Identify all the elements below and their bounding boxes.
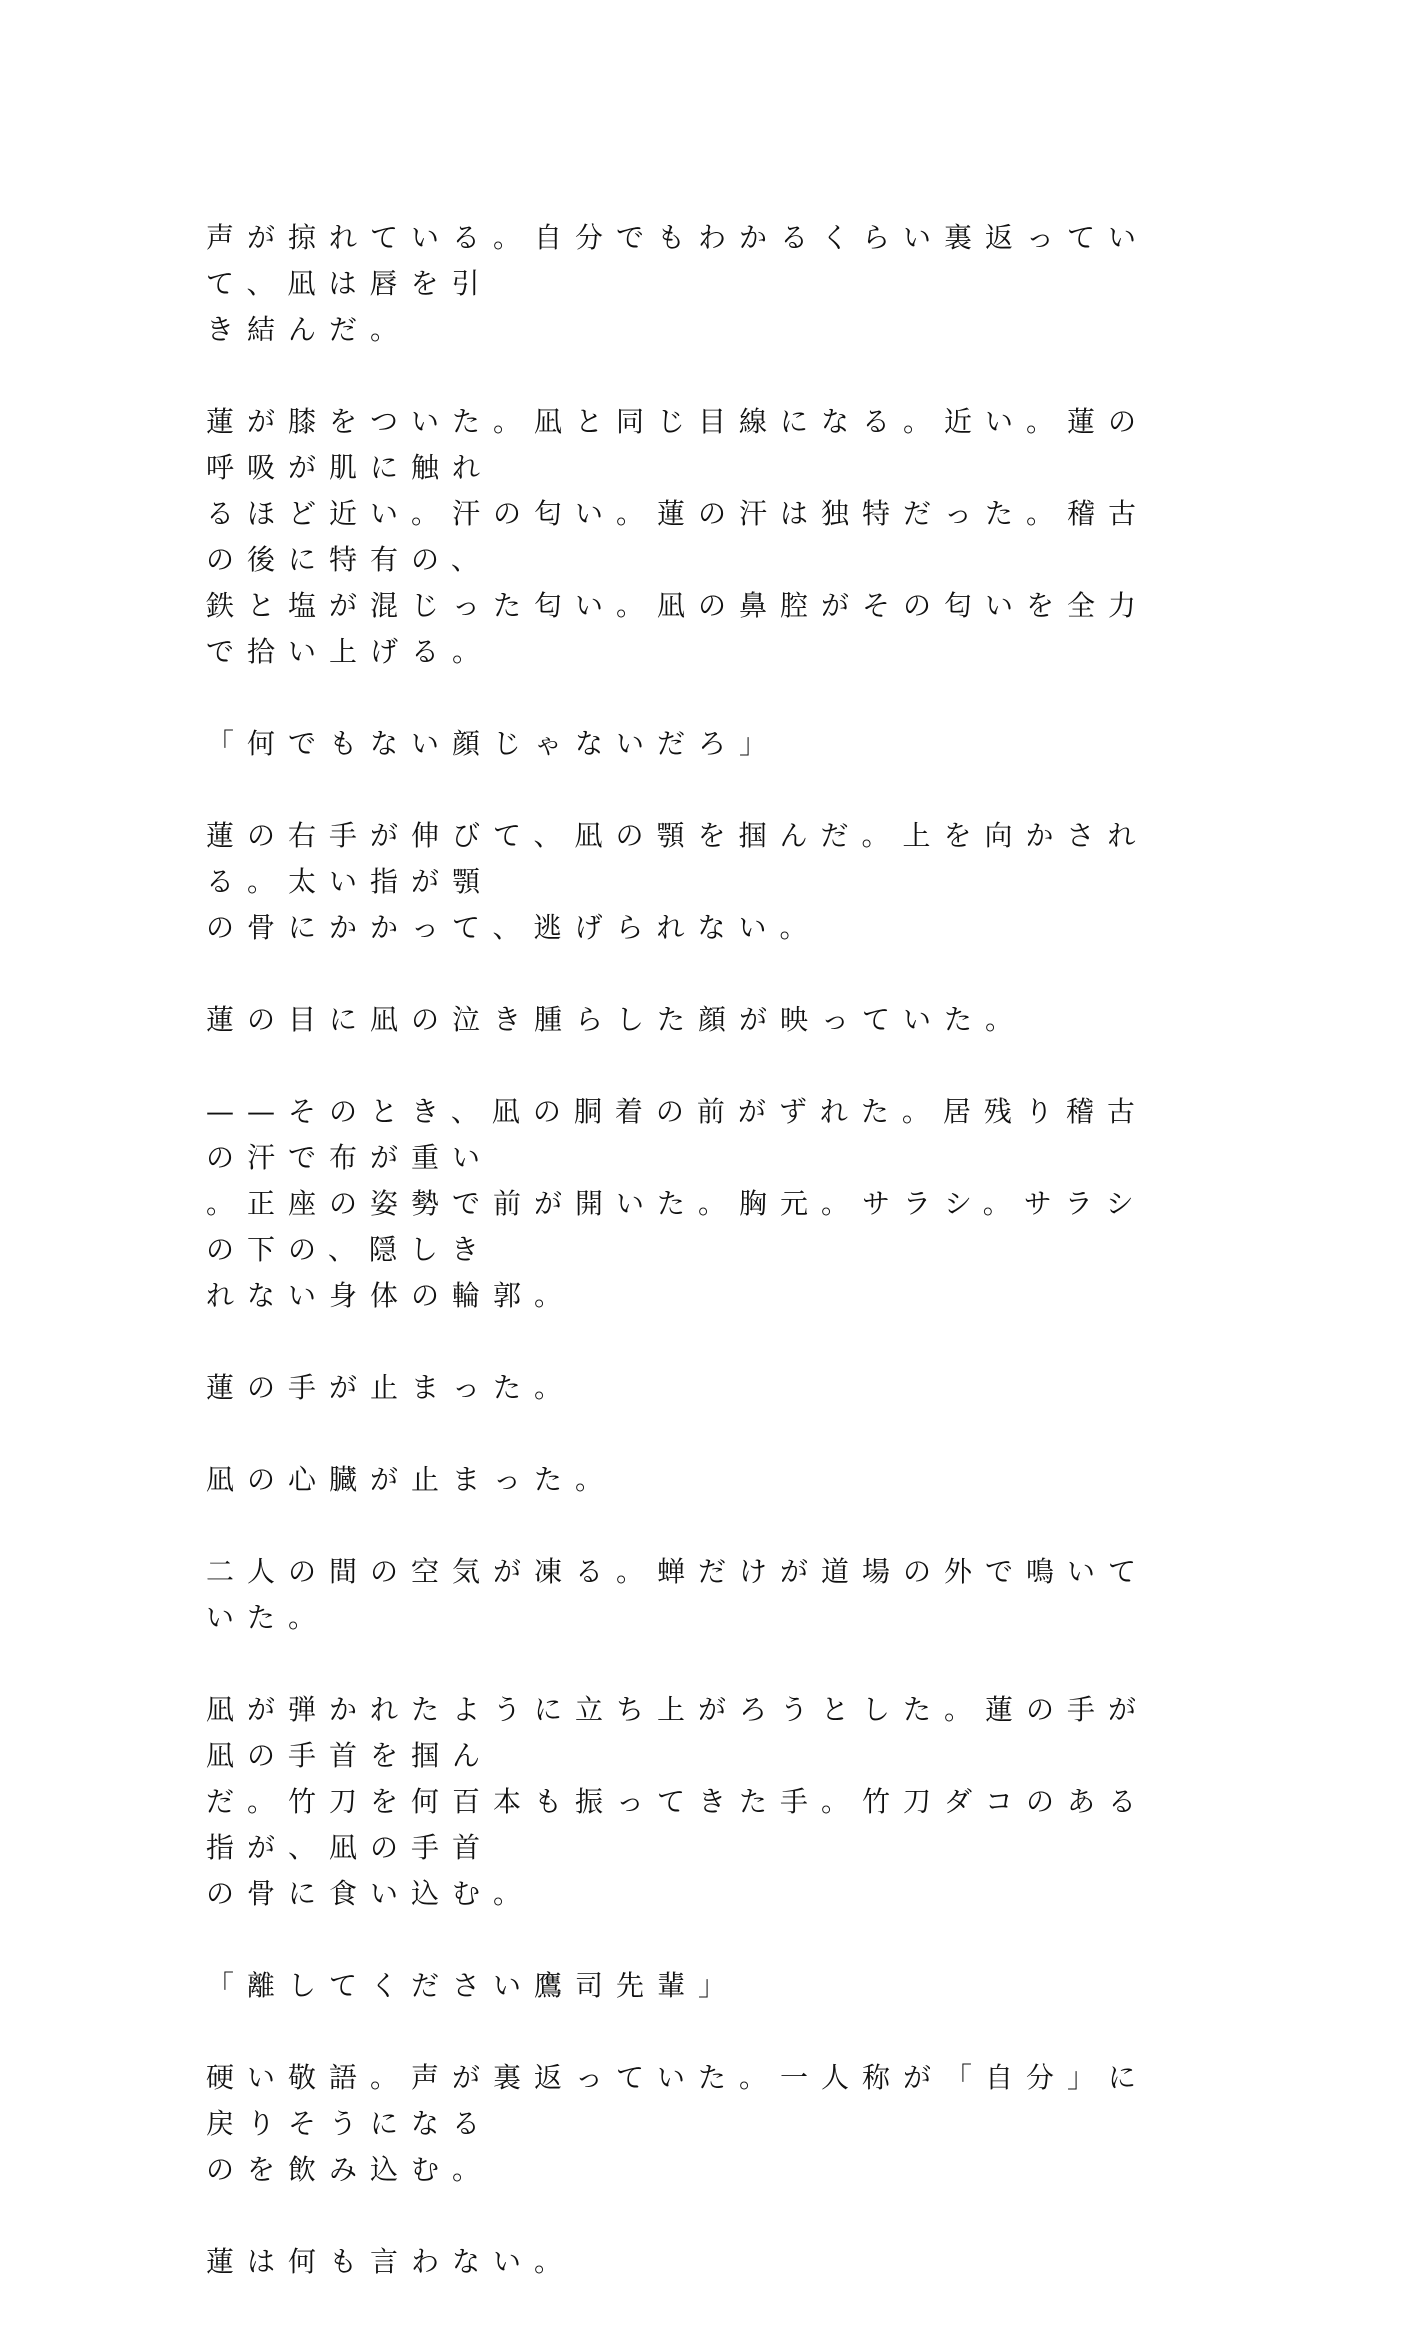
text-line: 硬い敬語。声が裏返っていた。一人称が「自分」に戻りそうになる xyxy=(206,2061,1150,2140)
text-line: の骨にかかって、逃げられない。 xyxy=(206,911,821,944)
text-line: 蓮の目に凪の泣き腫らした顔が映っていた。 xyxy=(206,1003,1027,1036)
paragraph xyxy=(206,721,1170,767)
text-line: 「何でもない顔じゃないだろ」 xyxy=(206,727,781,760)
paragraph xyxy=(206,1687,1170,1917)
text-line: 蓮は何も言わない。 xyxy=(206,2245,576,2278)
text-line: 鉄と塩が混じった匂い。凪の鼻腔がその匂いを全力で拾い上げる。 xyxy=(206,589,1150,668)
text-line: だ。竹刀を何百本も振ってきた手。竹刀ダコのある指が、凪の手首 xyxy=(206,1785,1150,1864)
text-line: 声が掠れている。自分でもわかるくらい裏返っていて、凪は唇を引 xyxy=(206,221,1150,300)
paragraph xyxy=(206,2239,1170,2285)
text-line: ——そのとき、凪の胴着の前がずれた。居残り稽古の汗で布が重い xyxy=(206,1095,1148,1174)
text-line: るほど近い。汗の匂い。蓮の汗は独特だった。稽古の後に特有の、 xyxy=(206,497,1150,576)
text-line: 蓮の右手が伸びて、凪の顎を掴んだ。上を向かされる。太い指が顎 xyxy=(206,819,1149,898)
text-line: 蓮の手が止まった。 xyxy=(206,1371,576,1404)
paragraph xyxy=(206,1549,1170,1641)
text-line: のを飲み込む。 xyxy=(206,2153,494,2186)
text-line: れない身体の輪郭。 xyxy=(206,1279,576,1312)
paragraph xyxy=(206,813,1170,951)
text-line: の骨に食い込む。 xyxy=(206,1877,535,1910)
document-page xyxy=(206,215,1170,2331)
text-line: 「離してください鷹司先輩」 xyxy=(206,1969,740,2002)
paragraph xyxy=(206,997,1170,1043)
paragraph xyxy=(206,215,1170,353)
text-line: 。正座の姿勢で前が開いた。胸元。サラシ。サラシの下の、隠しき xyxy=(206,1187,1147,1266)
text-line: 凪が弾かれたように立ち上がろうとした。蓮の手が凪の手首を掴ん xyxy=(206,1693,1150,1772)
paragraph xyxy=(206,1365,1170,1411)
text-line: 二人の間の空気が凍る。蝉だけが道場の外で鳴いていた。 xyxy=(206,1555,1150,1634)
text-line: 蓮が膝をついた。凪と同じ目線になる。近い。蓮の呼吸が肌に触れ xyxy=(206,405,1150,484)
paragraph xyxy=(206,399,1170,675)
paragraph xyxy=(206,2055,1170,2193)
paragraph xyxy=(206,1457,1170,1503)
paragraph xyxy=(206,1089,1170,1319)
text-line: 凪の心臓が止まった。 xyxy=(206,1463,617,1496)
paragraph xyxy=(206,1963,1170,2009)
text-line: き結んだ。 xyxy=(206,313,412,346)
